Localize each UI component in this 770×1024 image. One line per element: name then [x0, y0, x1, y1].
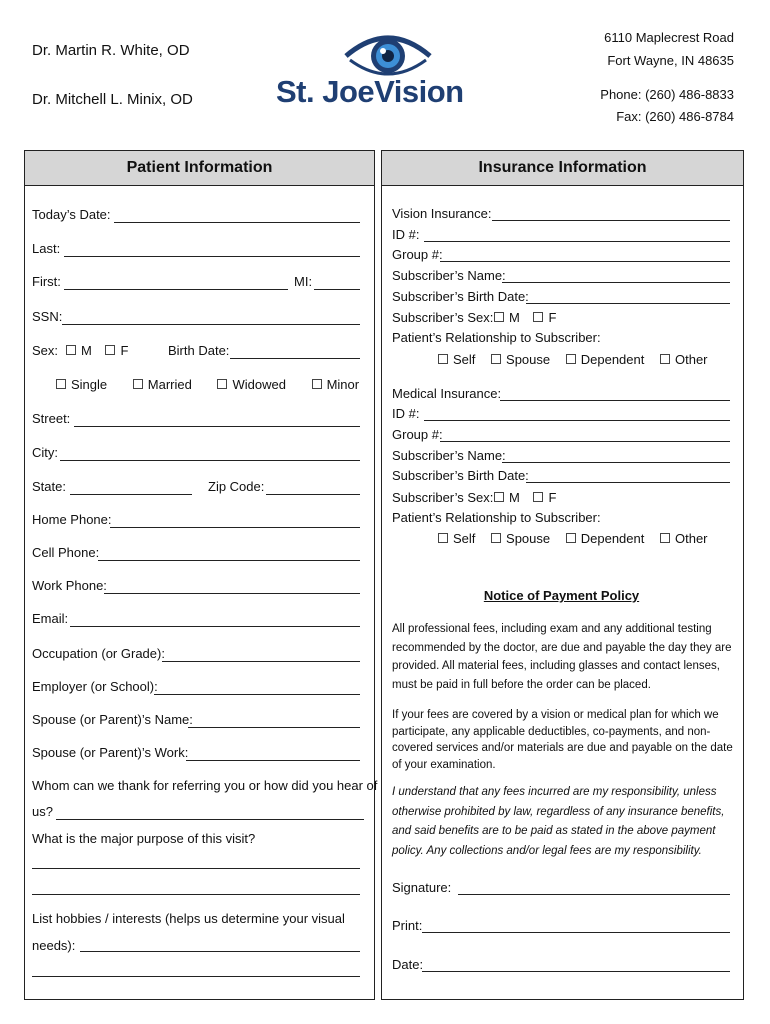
- vision-subscriber-name-field[interactable]: [502, 282, 730, 283]
- label-hobbies-cont: needs):: [32, 938, 76, 953]
- doctor-name-1: Dr. Martin R. White, OD: [32, 42, 190, 59]
- payment-policy-acknowledgement: [392, 783, 738, 861]
- checkbox[interactable]: [533, 312, 543, 322]
- label-home-phone: Home Phone:: [32, 512, 112, 527]
- logo-text: St. JoeVision: [276, 74, 464, 109]
- cell-phone-field[interactable]: [98, 560, 360, 561]
- sex-m-label: M: [509, 490, 520, 505]
- label-vision-insurance: Vision Insurance:: [392, 206, 492, 221]
- email-field[interactable]: [70, 626, 360, 627]
- label-first-name: First:: [32, 274, 61, 289]
- fax: Fax: (260) 486-8784: [616, 109, 734, 124]
- home-phone-field[interactable]: [110, 527, 360, 528]
- signature-field[interactable]: [458, 894, 730, 895]
- phone: Phone: (260) 486-8833: [600, 87, 734, 102]
- paragraph-line: If your fees are covered by a vision or medical plan for which we: [392, 709, 719, 721]
- sex-m-label: M: [81, 343, 92, 358]
- mi-field[interactable]: [314, 289, 360, 290]
- date-field[interactable]: [422, 971, 730, 972]
- marital-widowed[interactable]: [217, 377, 285, 392]
- relationship-dependent[interactable]: [566, 352, 645, 367]
- spouse-name-field[interactable]: [188, 727, 360, 728]
- sex-f-label: F: [548, 310, 557, 325]
- relationship-label: Spouse: [506, 352, 551, 367]
- medical-insurance-field[interactable]: [500, 400, 730, 401]
- insurance-information-title: Insurance Information: [382, 151, 743, 186]
- sex-m-label: M: [509, 310, 520, 325]
- relationship-label: Dependent: [580, 531, 645, 546]
- vision-subscriber-birth-field[interactable]: [526, 303, 730, 304]
- label-street: Street:: [32, 411, 71, 426]
- label-spouse-work: Spouse (or Parent)’s Work:: [32, 745, 189, 760]
- label-ssn: SSN:: [32, 309, 63, 324]
- occupation-field[interactable]: [162, 661, 360, 662]
- work-phone-field[interactable]: [104, 593, 360, 594]
- label-city: City:: [32, 445, 58, 460]
- paragraph-line: participate, any applicable deductibles, co-payments, and non-: [392, 725, 711, 738]
- patient-information-title: Patient Information: [25, 151, 374, 186]
- label-vision-subscriber-name: Subscriber’s Name:: [392, 268, 506, 283]
- paragraph-line: provided. All material fees, including glasses and contact lenses,: [392, 660, 720, 672]
- relationship-dependent[interactable]: [566, 531, 645, 546]
- paragraph-line: I understand that any fees incurred are my responsibility, unless: [392, 786, 717, 798]
- label-last-name: Last:: [32, 241, 61, 256]
- birth-date-field[interactable]: [230, 358, 360, 359]
- sex-m-option[interactable]: [494, 490, 520, 505]
- label-medical-insurance: Medical Insurance:: [392, 386, 502, 401]
- label-birth-date: Birth Date:: [168, 343, 230, 358]
- relationship-other[interactable]: [660, 352, 708, 367]
- doctor-name-2: Dr. Mitchell L. Minix, OD: [32, 91, 193, 108]
- label-medical-relationship: Patient’s Relationship to Subscriber:: [392, 510, 601, 525]
- notice-of-payment-policy-title: Notice of Payment Policy: [483, 588, 640, 603]
- checkbox[interactable]: [217, 379, 227, 389]
- label-medical-subscriber-name: Subscriber’s Name:: [392, 448, 506, 463]
- sex-f-label: F: [548, 490, 557, 505]
- sex-m-option[interactable]: [66, 343, 92, 358]
- hobbies-field-2[interactable]: [32, 976, 360, 977]
- patient-sex-options: [66, 343, 138, 358]
- sex-f-label: F: [120, 343, 129, 358]
- checkbox[interactable]: [533, 492, 543, 502]
- zip-code-field[interactable]: [266, 494, 360, 495]
- label-work-phone: Work Phone:: [32, 578, 107, 593]
- medical-subscriber-birth-field[interactable]: [526, 482, 730, 483]
- label-vision-group: Group #:: [392, 247, 443, 262]
- visit-purpose-field-1[interactable]: [32, 868, 360, 869]
- sex-f-option[interactable]: [105, 343, 128, 358]
- relationship-other[interactable]: [660, 531, 708, 546]
- marital-single[interactable]: [56, 377, 107, 392]
- checkbox[interactable]: [660, 354, 670, 364]
- label-referral-cont: us?: [32, 804, 53, 819]
- street-field[interactable]: [74, 426, 360, 427]
- checkbox[interactable]: [494, 312, 504, 322]
- relationship-label: Dependent: [580, 352, 645, 367]
- relationship-label: Other: [675, 531, 708, 546]
- medical-id-field[interactable]: [424, 420, 730, 421]
- marital-status-options: [56, 377, 369, 392]
- label-visit-purpose: What is the major purpose of this visit?: [32, 831, 256, 846]
- paragraph-line: policy. Any collections and/or legal fees are my responsibility.: [392, 844, 702, 857]
- sex-f-option[interactable]: [533, 490, 556, 505]
- label-sex: Sex:: [32, 343, 59, 358]
- checkbox[interactable]: [312, 379, 322, 389]
- paragraph-line: must be paid in full before the order can be placed.: [392, 678, 651, 691]
- state-field[interactable]: [70, 494, 192, 495]
- label-spouse-name: Spouse (or Parent)’s Name:: [32, 712, 193, 727]
- hobbies-field-1[interactable]: [80, 951, 360, 952]
- paragraph-line: All professional fees, including exam and any additional testing: [392, 623, 712, 635]
- checkbox[interactable]: [438, 533, 448, 543]
- label-hobbies: List hobbies / interests (helps us determine your visual: [32, 911, 345, 926]
- checkbox[interactable]: [105, 345, 115, 355]
- label-vision-id: ID #:: [392, 227, 420, 242]
- visit-purpose-field-2[interactable]: [32, 894, 360, 895]
- payment-policy-paragraph-2: [392, 707, 738, 773]
- first-name-field[interactable]: [64, 289, 288, 290]
- label-state: State:: [32, 479, 66, 494]
- label-zip-code: Zip Code:: [208, 479, 265, 494]
- label-occupation: Occupation (or Grade):: [32, 646, 165, 661]
- spouse-work-field[interactable]: [186, 760, 360, 761]
- sex-m-option[interactable]: [494, 310, 520, 325]
- label-employer: Employer (or School):: [32, 679, 158, 694]
- vision-id-field[interactable]: [424, 241, 730, 242]
- label-mi: MI:: [294, 274, 313, 289]
- paragraph-line: and said benefits are to be paid as stated in the above payment: [392, 825, 716, 837]
- relationship-label: Spouse: [506, 531, 551, 546]
- label-signature: Signature:: [392, 880, 452, 895]
- medical-relationship-options: [438, 531, 718, 546]
- vision-relationship-options: [438, 352, 718, 367]
- checkbox[interactable]: [494, 492, 504, 502]
- marital-label: Widowed: [232, 377, 286, 392]
- marital-label: Married: [147, 377, 192, 392]
- city-field[interactable]: [60, 460, 360, 461]
- checkbox[interactable]: [133, 379, 143, 389]
- label-vision-subscriber-birth: Subscriber’s Birth Date:: [392, 289, 529, 304]
- sex-f-option[interactable]: [533, 310, 556, 325]
- label-medical-id: ID #:: [392, 406, 420, 421]
- label-print: Print:: [392, 918, 423, 933]
- marital-minor[interactable]: [312, 377, 360, 392]
- paragraph-line: recommended by the doctor, are due and payable the day they are: [392, 641, 732, 654]
- last-name-field[interactable]: [64, 256, 360, 257]
- paragraph-line: of your examination.: [392, 758, 496, 771]
- payment-policy-paragraph-1: [392, 620, 738, 694]
- label-date: Date:: [392, 957, 424, 972]
- checkbox[interactable]: [660, 533, 670, 543]
- marital-label: Minor: [326, 377, 360, 392]
- checkbox[interactable]: [66, 345, 76, 355]
- checkbox[interactable]: [438, 354, 448, 364]
- checkbox[interactable]: [491, 533, 501, 543]
- vision-subscriber-sex-options: [494, 310, 566, 325]
- vision-insurance-field[interactable]: [492, 220, 730, 221]
- print-name-field[interactable]: [422, 932, 730, 933]
- employer-field[interactable]: [154, 694, 360, 695]
- relationship-label: Self: [453, 531, 476, 546]
- marital-married[interactable]: [133, 377, 192, 392]
- paragraph-line: otherwise prohibited by law, regardless of any insurance benefits,: [392, 805, 725, 818]
- label-email: Email:: [32, 611, 69, 626]
- checkbox[interactable]: [566, 354, 576, 364]
- relationship-spouse[interactable]: [491, 531, 550, 546]
- medical-subscriber-name-field[interactable]: [502, 462, 730, 463]
- logo: [276, 26, 498, 116]
- label-todays-date: Today’s Date:: [32, 207, 111, 222]
- checkbox[interactable]: [566, 533, 576, 543]
- label-medical-subscriber-birth: Subscriber’s Birth Date:: [392, 468, 529, 483]
- address-line-2: Fort Wayne, IN 48635: [607, 53, 734, 68]
- relationship-spouse[interactable]: [491, 352, 550, 367]
- relationship-label: Self: [453, 352, 476, 367]
- medical-subscriber-sex-options: [494, 490, 566, 505]
- relationship-self[interactable]: [438, 352, 475, 367]
- label-referral: Whom can we thank for referring you or how did you hear of: [32, 778, 378, 793]
- label-cell-phone: Cell Phone:: [32, 545, 100, 560]
- patient-information-panel: [24, 150, 378, 1000]
- label-medical-group: Group #:: [392, 427, 443, 442]
- paragraph-line: covered services and/or materials are due and payable on the date: [392, 742, 733, 754]
- label-vision-subscriber-sex: Subscriber’s Sex:: [392, 310, 494, 325]
- todays-date-field[interactable]: [114, 222, 360, 223]
- relationship-label: Other: [675, 352, 708, 367]
- medical-group-field[interactable]: [440, 441, 730, 442]
- label-vision-relationship: Patient’s Relationship to Subscriber:: [392, 330, 601, 345]
- checkbox[interactable]: [491, 354, 501, 364]
- referral-field[interactable]: [56, 819, 364, 820]
- label-medical-subscriber-sex: Subscriber’s Sex:: [392, 490, 494, 505]
- checkbox[interactable]: [56, 379, 66, 389]
- vision-group-field[interactable]: [440, 261, 730, 262]
- marital-label: Single: [71, 377, 108, 392]
- address-line-1: 6110 Maplecrest Road: [604, 30, 734, 45]
- ssn-field[interactable]: [62, 324, 360, 325]
- relationship-self[interactable]: [438, 531, 475, 546]
